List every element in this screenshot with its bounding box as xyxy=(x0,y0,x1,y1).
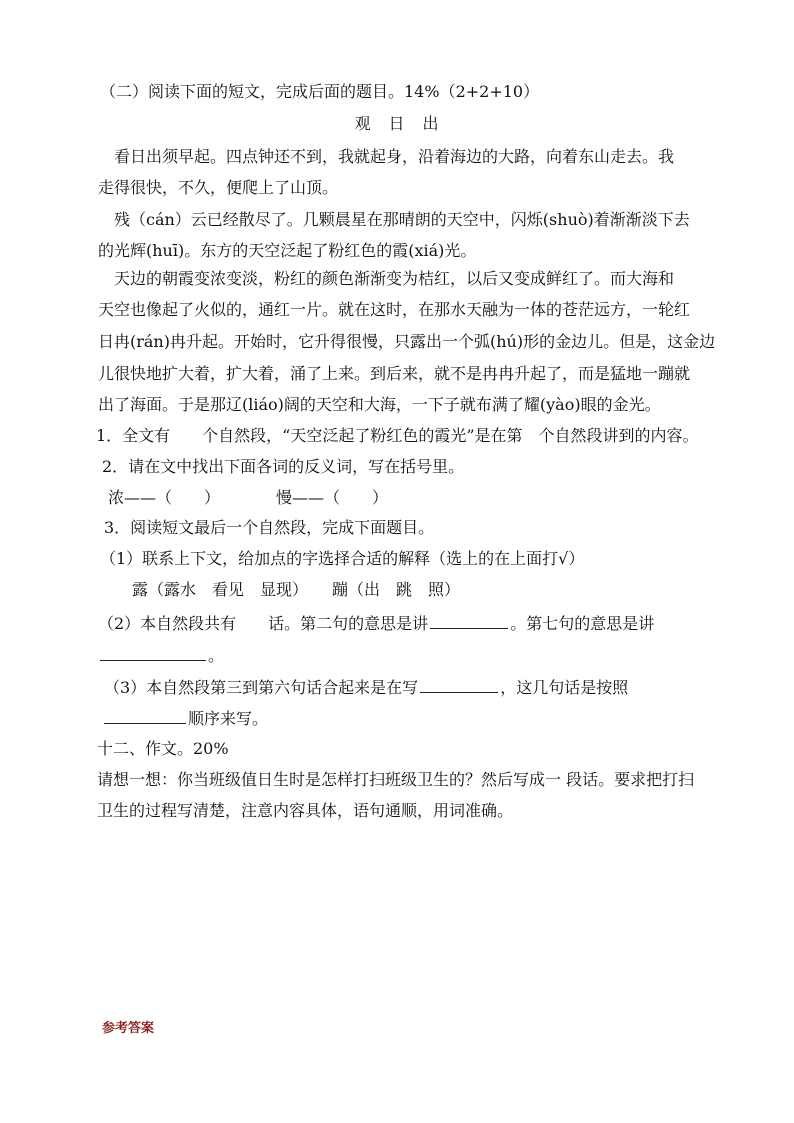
question-3-2-continued xyxy=(98,642,224,666)
article-line: 天边的朝霞变浓变淡，粉红的颜色渐渐变为桔红，以后又变成鲜红了。而大海和 xyxy=(98,269,675,288)
composition-prompt-line: 请想一想：你当班级值日生时是怎样打扫班级卫生的？然后写成一 段话。要求把打扫 xyxy=(97,770,695,789)
question-2: 2．请在文中找出下面各词的反义词，写在括号里。 xyxy=(102,457,465,476)
article-title: 观 日 出 xyxy=(354,114,440,133)
article-line: 的光辉(huī)。东方的天空泛起了粉红色的霞(xiá)光。 xyxy=(98,241,477,260)
question-2-pairs: 浓——（ ） 慢——（ ） xyxy=(108,488,389,507)
answer-blank[interactable] xyxy=(430,610,508,629)
answer-blank[interactable] xyxy=(420,674,498,693)
question-1: 1．全文有 个自然段，“天空泛起了粉红色的霞光”是在第 个自然段讲到的内容。 xyxy=(96,426,699,445)
article-line: 日冉(rán)冉升起。开始时，它升得很慢，只露出一个弧(hú)形的金边儿。但是，这金边 xyxy=(98,332,716,351)
answer-heading: 参考答案 xyxy=(102,1021,155,1036)
question-3-2-text-c: 。 xyxy=(208,646,225,665)
article-line: 儿很快地扩大着，扩大着，涌了上来。到后来，就不是冉冉升起了，而是猛地一蹦就 xyxy=(98,364,691,383)
question-3-1: （1）联系上下文，给加点的字选择合适的解释（选上的在上面打√） xyxy=(100,549,585,568)
question-3-2 xyxy=(98,610,654,634)
article-line: 残（cán）云已经散尽了。几颗晨星在那晴朗的天空中，闪烁(shuò)着渐渐淡下去 xyxy=(98,210,690,229)
question-3-3-text-a: （3）本自然段第三到第六句话合起来是在写 xyxy=(104,678,419,697)
question-3-3 xyxy=(104,674,628,698)
article-line: 走得很快，不久，便爬上了山顶。 xyxy=(98,178,339,197)
composition-header: 十二、作文。20% xyxy=(97,739,229,758)
article-line: 天空也像起了火似的，通红一片。就在这时，在那水天融为一体的苍茫远方，一轮红 xyxy=(98,300,691,319)
article-line: 出了海面。于是那辽(liáo)阔的天空和大海，一下子就布满了耀(yào)眼的金光。 xyxy=(98,395,661,414)
answer-blank[interactable] xyxy=(100,642,206,661)
question-3-2-text-b: 。第七句的意思是讲 xyxy=(510,614,655,633)
question-3-3-text-c: 顺序来写。 xyxy=(188,709,269,728)
answer-blank[interactable] xyxy=(104,705,186,724)
question-3-3-text-b: ，这几句话是按照 xyxy=(500,678,629,697)
article-line: 看日出须早起。四点钟还不到，我就起身，沿着海边的大路，向着东山走去。我 xyxy=(98,147,675,166)
question-3-3-continued xyxy=(102,705,268,729)
question-3: 3．阅读短文最后一个自然段，完成下面题目。 xyxy=(104,518,435,537)
composition-prompt-line: 卫生的过程写清楚，注意内容具体，语句通顺，用词准确。 xyxy=(97,801,514,820)
question-3-1-options: 露（露水 看见 显现） 蹦（出 跳 照） xyxy=(132,580,461,599)
question-3-2-text-a: （2）本自然段共有 话。第二句的意思是讲 xyxy=(98,614,429,633)
section-header: （二）阅读下面的短文，完成后面的题目。14%（2+2+10） xyxy=(100,82,540,101)
